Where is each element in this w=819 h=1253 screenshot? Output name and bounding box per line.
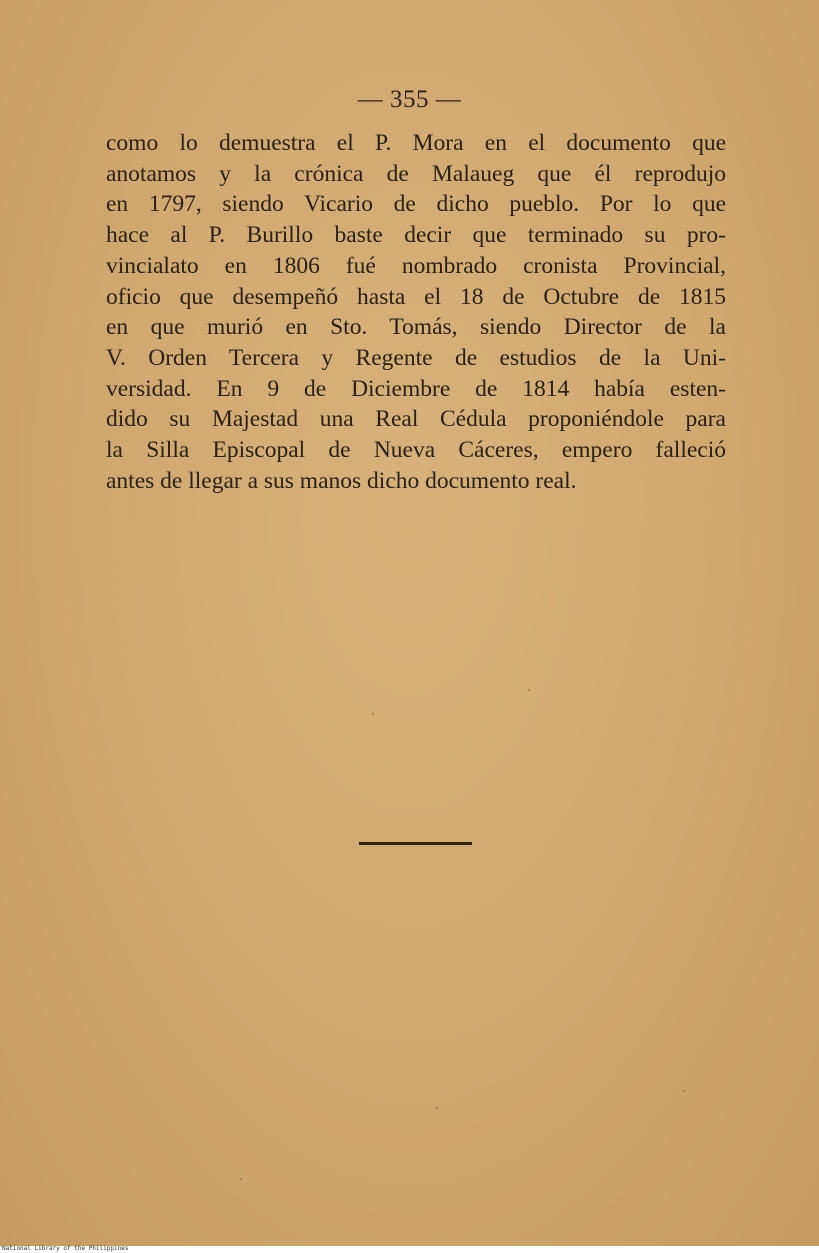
- text-line: en que murió en Sto. Tomás, siendo Director de la: [106, 314, 726, 341]
- text-line: como lo demuestra el P. Mora en el documento que: [106, 130, 726, 156]
- text-line: anotamos y la crónica de Malaueg que él reprodujo: [106, 160, 726, 187]
- text-line: la Silla Episcopal de Nueva Cáceres, empero falleció: [106, 437, 726, 464]
- paper-speck: [683, 1090, 685, 1092]
- paper-speck: [436, 1107, 438, 1109]
- paper-speck: [240, 1178, 242, 1180]
- library-credit: National Library of the Philippines: [2, 1245, 129, 1252]
- paper-speck: [372, 713, 374, 715]
- text-line: V. Orden Tercera y Regente de estudios de la Uni-: [106, 344, 726, 371]
- text-line: oficio que desempeñó hasta el 18 de Octubre de 1815: [106, 283, 726, 310]
- text-line: versidad. En 9 de Diciembre de 1814 había esten-: [106, 375, 726, 402]
- text-line: en 1797, siendo Vicario de dicho pueblo. Por lo que: [106, 191, 726, 218]
- paper-speck: [528, 689, 530, 691]
- body-text: [106, 128, 726, 496]
- text-line: dido su Majestad una Real Cédula proponiéndole para: [106, 406, 726, 433]
- text-line: hace al P. Burillo baste decir que terminado su pro-: [106, 222, 726, 249]
- page-number: — 355 —: [357, 86, 462, 113]
- text-line: antes de llegar a sus manos dicho documento real.: [106, 467, 577, 494]
- end-rule: [359, 842, 472, 845]
- text-line: vincialato en 1806 fué nombrado cronista Provincial,: [106, 252, 726, 279]
